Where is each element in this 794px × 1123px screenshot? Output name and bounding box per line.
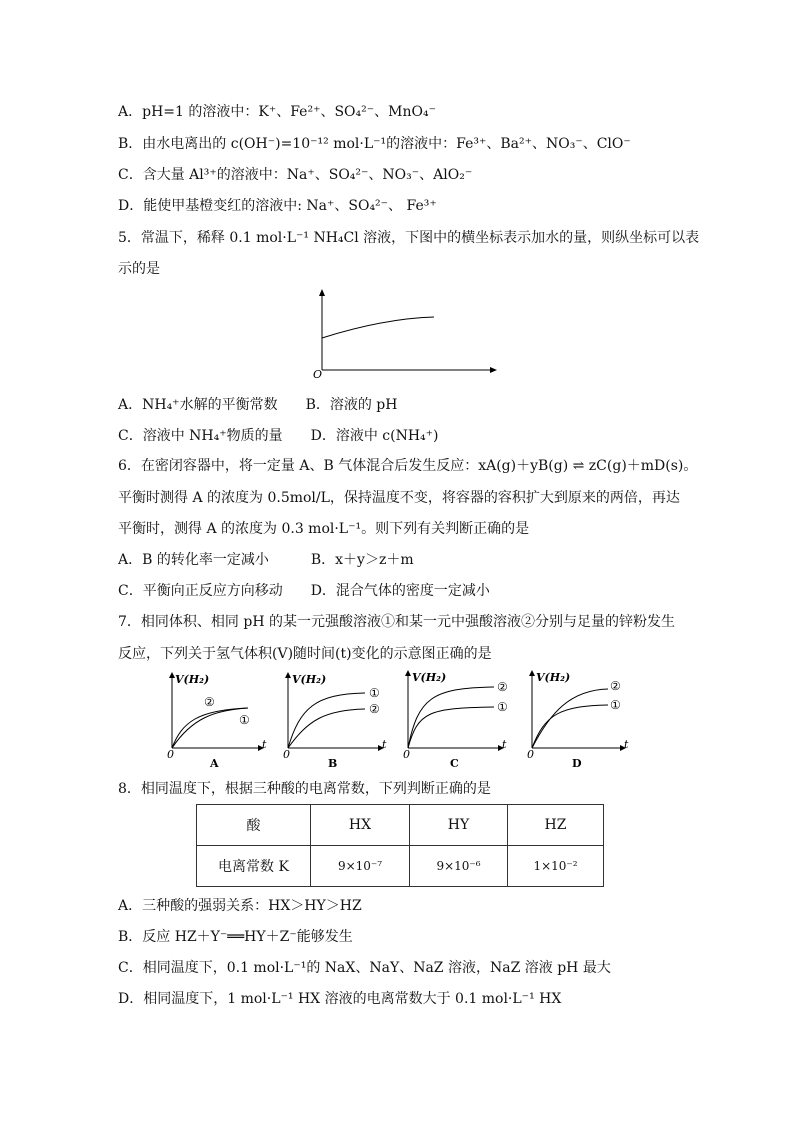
q7b-curve-2 [288,709,365,748]
q7c-curve-2 [408,687,494,748]
q7-stem-line2: 反应，下列关于氢气体积(V)随时间(t)变化的示意图正确的是 [118,646,492,662]
q7b-origin: 0 [283,748,290,761]
q7b-mark-1: ① [369,686,380,700]
q5-options-cd: C．溶液中 NH₄⁺物质的量 D．溶液中 c(NH₄⁺) [118,428,439,444]
q7c-origin: 0 [403,748,410,761]
q5-stem-line1: 5．常温下，稀释 0.1 mol·L⁻¹ NH₄Cl 溶液，下图中的横坐标表示加水的量，则纵坐标可以表 [118,230,700,246]
q8-option-a: A．三种酸的强弱关系：HX＞HY＞HZ [118,898,362,914]
q7d-curve-1 [532,705,608,748]
q5-x-arrow [490,367,497,373]
q7a-label: A [210,757,219,770]
table-cell: 9×10⁻⁷ [311,846,410,887]
q5-y-arrow [319,289,325,296]
q7c-mark-1: ① [497,700,508,714]
q7a-xlabel: t [262,738,267,751]
ionization-constant-table [196,804,604,887]
q7c-xlabel: t [502,738,507,751]
q7-graphs [160,668,630,770]
q6-stem-line2: 平衡时测得 A 的浓度为 0.5mol/L，保持温度不变，将容器的容积扩大到原来的两倍，再达 [118,490,680,506]
q8-option-d: D．相同温度下，1 mol·L⁻¹ HX 溶液的电离常数大于 0.1 mol·L⁻¹ HX [118,991,562,1007]
q7b-xlabel: t [382,738,387,751]
q7-panel-a [167,672,267,770]
table-cell: 9×10⁻⁶ [410,846,508,887]
q7c-label: C [450,757,459,770]
q4-option-c: C．含大量 Al³⁺的溶液中：Na⁺、SO₄²⁻、NO₃⁻、AlO₂⁻ [118,167,473,183]
q4-option-b: B．由水电离出的 c(OH⁻)=10⁻¹² mol·L⁻¹的溶液中：Fe³⁺、Ba²⁺、NO₃⁻、ClO⁻ [118,136,631,152]
q8-option-b: B．反应 HZ＋Y⁻══HY＋Z⁻能够发生 [118,929,353,945]
q7a-ylabel: V(H₂) [175,673,210,686]
q7b-mark-2: ② [369,702,380,716]
q4-option-a: A．pH=1 的溶液中：K⁺、Fe²⁺、SO₄²⁻、MnO₄⁻ [118,104,436,120]
q5-stem-line2: 示的是 [118,261,160,277]
q7d-ylabel: V(H₂) [536,671,571,684]
q7-stem-line1: 7．相同体积、相同 pH 的某一元强酸溶液①和某一元中强酸溶液②分别与足量的锌粉发生 [118,614,675,630]
q7d-curve-2 [532,689,608,748]
q7-panel-c [403,670,508,770]
q6-stem-line3: 平衡时，测得 A 的浓度为 0.3 mol·L⁻¹。则下列有关判断正确的是 [118,521,530,537]
table-header-cell: HY [410,805,508,846]
q7c-ylabel: V(H₂) [412,671,447,684]
q7a-mark-2: ② [204,695,215,709]
q7a-curve-2 [172,708,248,748]
q4-option-d: D．能使甲基橙变红的溶液中: Na⁺、SO₄²⁻、 Fe³⁺ [118,198,437,214]
table-header-cell: HX [311,805,410,846]
table-header-cell: HZ [508,805,604,846]
q5-curve [322,317,434,338]
q7a-origin: 0 [167,748,174,761]
q7b-ylabel: V(H₂) [292,673,327,686]
table-header-row [197,805,604,846]
q7-panel-b [283,672,387,770]
q6-options-cd: C．平衡向正反应方向移动 D．混合气体的密度一定减小 [118,583,490,599]
q7d-mark-2: ② [610,679,621,693]
q7d-origin: 0 [527,748,534,761]
q7d-xlabel: t [624,738,629,751]
q6-options-ab: A．B 的转化率一定减小 B．x＋y＞z＋m [118,552,414,568]
table-row-label: 电离常数 K [197,846,311,887]
q7b-label: B [328,757,338,770]
q6-stem-line1: 6．在密闭容器中，将一定量 A、B 气体混合后发生反应：xA(g)＋yB(g) ⇌ zC(g)＋mD(s)。 [118,458,698,474]
q8-stem: 8．相同温度下，根据三种酸的电离常数，下列判断正确的是 [118,781,491,797]
table-row [197,846,604,887]
q5-graph [300,288,500,380]
q7a-mark-1: ① [239,713,250,727]
q5-options-ab: A．NH₄⁺水解的平衡常数 B．溶液的 pH [118,397,398,413]
q7-panel-d [527,670,629,770]
q7b-curve-1 [288,693,365,748]
table-cell: 1×10⁻² [508,846,604,887]
q8-option-c: C．相同温度下，0.1 mol·L⁻¹的 NaX、NaY、NaZ 溶液，NaZ 溶液 pH 最大 [118,960,611,976]
q7d-mark-1: ① [610,698,621,712]
q7c-curve-1 [408,707,494,748]
q7c-mark-2: ② [497,680,508,694]
table-header-cell: 酸 [197,805,311,846]
q7d-label: D [572,757,582,770]
q5-origin-label: O [313,368,323,380]
